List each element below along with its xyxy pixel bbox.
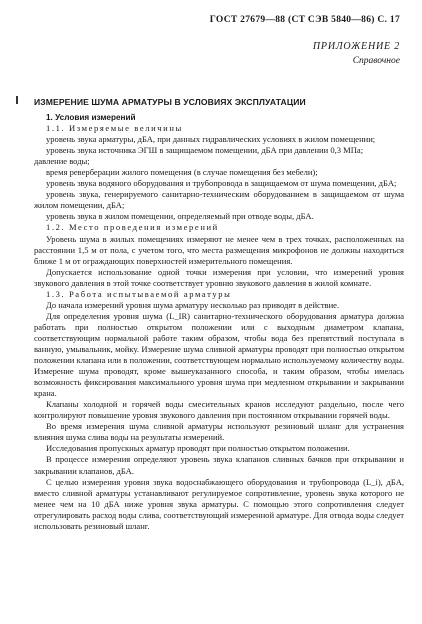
paragraph: До начала измерений уровня шума арматуру несколько раз приводят в действие.	[46, 299, 340, 310]
paragraph: время реверберации жилого помещения (в случае помещения без мебели);	[46, 167, 318, 178]
paragraph: Для определения уровня шума (L_IR) санитарно-технического оборудования арматура должна работать при полностью открытом положении или с выходным диаметром клапана, соответствующим нормальной работе таким образом, чтобы вода без препятствий поступала в ванную, умывальник, мойку. Измерение шума сливной арматуры проводят при полностью открытом положении клапана или в положении, соответствующем нормально используемому количеству воды. Измерение шума проводят, кроме вышеуказанного способа, и таким образом, чтобы имелась возможность фиксирования максимального уровня шума при медленном открывании и закрывании крана.	[34, 310, 404, 399]
paragraph: С целью измерения уровня звука водоснабжающего оборудования и трубопровода (L_i), дБА, вместо сливной арматуры устанавливают регулируемое сопротивление, уровень звука которого не менее чем на 10 дБА ниже уровня звука арматуры. С помощью этого сопротивления следует отрегулировать расход воды слива, соответствующий измеренной арматуре. Для отвода воды следует использовать резиновый шланг.	[34, 476, 404, 531]
page-header: ГОСТ 27679—88 (СТ СЭВ 5840—86) С. 17	[209, 15, 400, 25]
margin-mark	[16, 96, 18, 104]
paragraph: Уровень шума в жилых помещениях измеряют не менее чем в трех точках, расположенных на расстоянии 1,5 м от пола, с учетом того, что места размещения микрофонов не должны находиться ближе 1 м от ограждающих поверхностей измерительного помещения.	[34, 233, 404, 266]
appendix-block	[313, 40, 400, 68]
paragraph: Допускается использование одной точки измерения при условии, что измерений уровня звукового давления в этой точке соответствует уровню звукового давления в жилой комнате.	[34, 266, 404, 288]
subsection-heading: 1.1. Измеряемые величины	[46, 123, 183, 134]
paragraph: уровень звука водяного оборудования и трубопровода в защищаемом от шума помещении, дБА;	[46, 178, 397, 189]
paragraph: В процессе измерения определяют уровень звука клапанов сливных бачков при открывании и закрывании клапанов, дБА.	[34, 454, 404, 476]
appendix-label: ПРИЛОЖЕНИЕ 2	[312, 41, 400, 52]
paragraph: уровень звука, генерируемого санитарно-техническим оборудованием в защищаемом от шума жилом помещении, дБА;	[34, 189, 404, 211]
paragraph: давление воды;	[34, 156, 90, 167]
paragraph: уровень звука источника ЭГШ в защищаемом помещении, дБА при давлении 0,3 МПа;	[46, 145, 364, 156]
appendix-note: Справочное	[352, 56, 400, 66]
paragraph: Исследования пропускных арматур проводят при полностью открытом положении.	[46, 443, 350, 454]
section-title: ИЗМЕРЕНИЕ ШУМА АРМАТУРЫ В УСЛОВИЯХ ЭКСПЛУАТАЦИИ	[34, 97, 306, 107]
subsection-heading: 1.3. Работа испытываемой арматуры	[46, 288, 232, 299]
section-heading: 1. Условия измерений	[46, 113, 136, 122]
paragraph: Во время измерения шума сливной арматуры используют резиновый шланг для устранения влияния шума слива воды на результаты измерений.	[34, 421, 404, 443]
paragraph: Клапаны холодной и горячей воды смесительных кранов исследуют раздельно, после чего контролируют повышение уровня звукового давления при постоянном открывании горячей воды.	[34, 399, 404, 421]
subsection-heading: 1.2. Место проведения измерений	[46, 222, 219, 233]
paragraph: уровень звука арматуры, дБА, при данных гидравлических условиях в жилом помещении;	[46, 134, 376, 145]
paragraph: уровень звука в жилом помещении, определяемый при отводе воды, дБА.	[46, 211, 314, 222]
body-text	[34, 112, 404, 532]
